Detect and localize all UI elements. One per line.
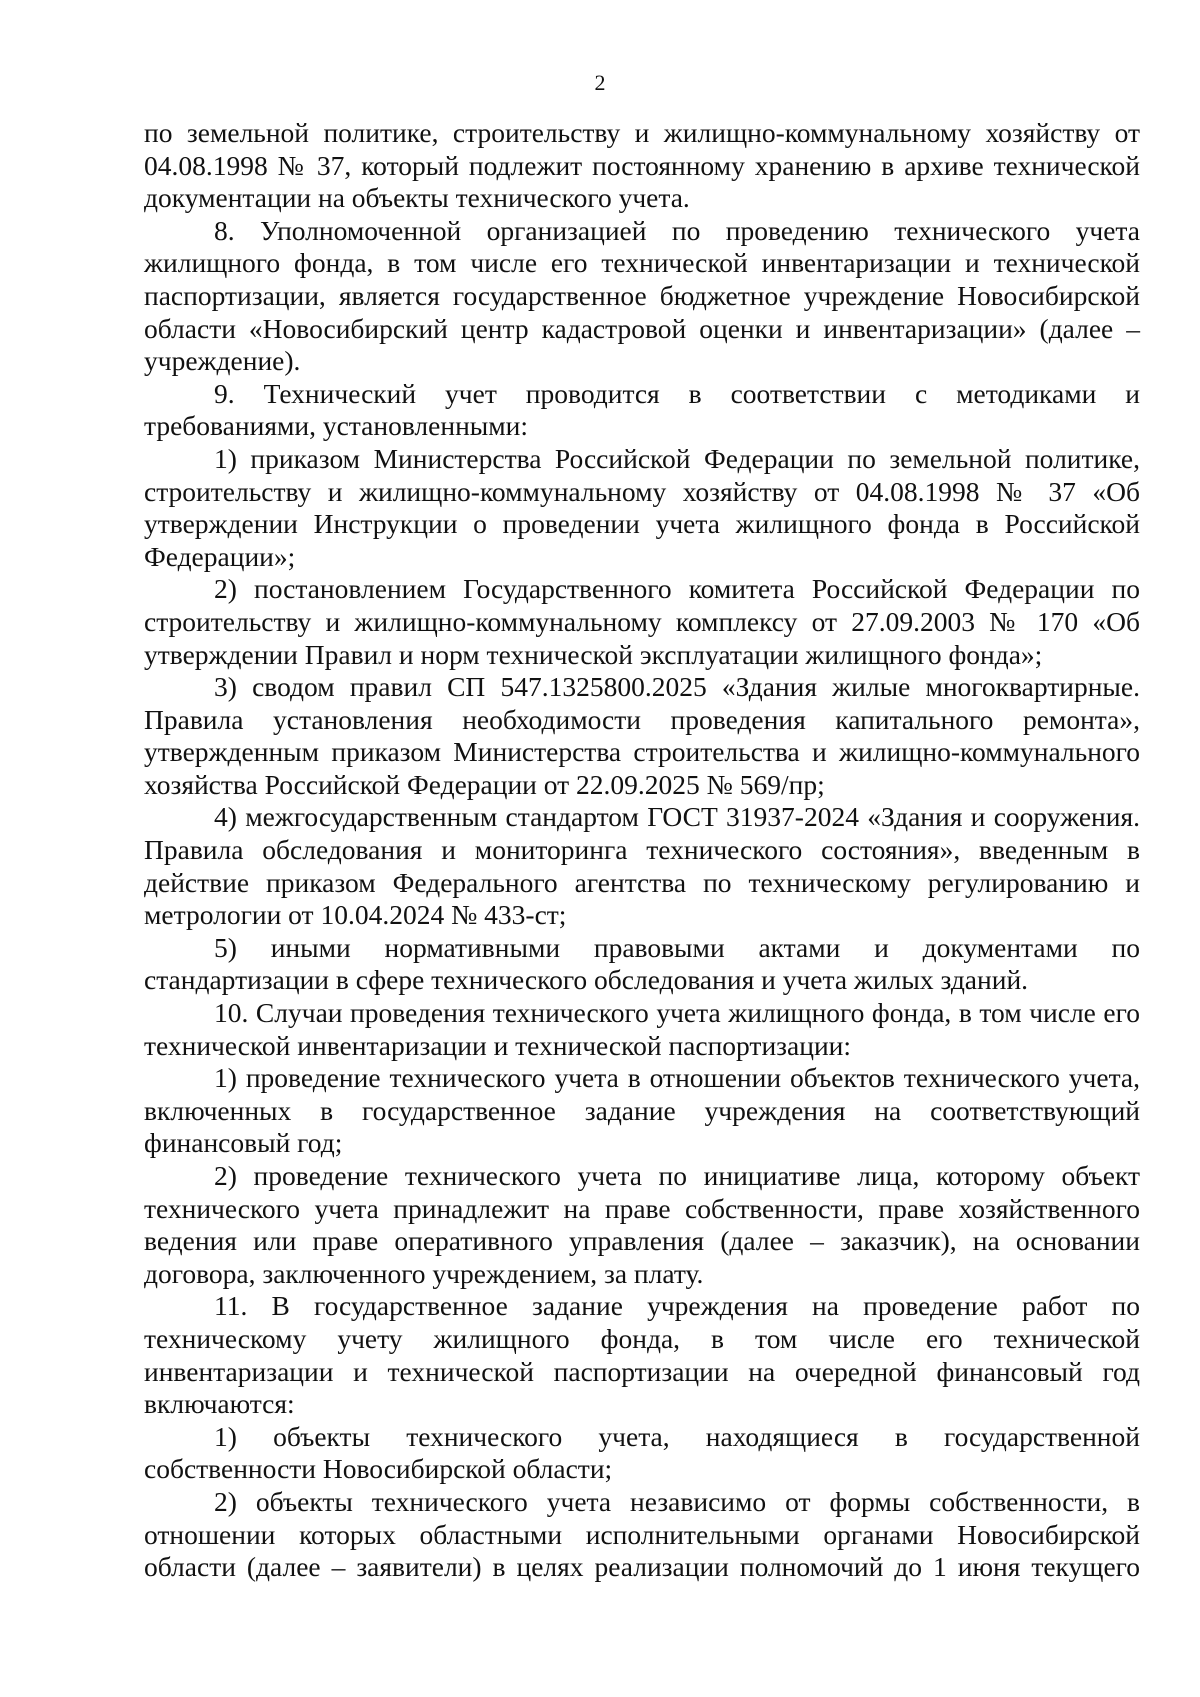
paragraph-item-9-5: 5) иными нормативными правовыми актами и документами по стандартизации в сфере технического обследования и учета жилых зданий. <box>144 931 1140 996</box>
paragraph-item-9-2: 2) постановлением Государственного комитета Российской Федерации по строительству и жилищно-коммунальному комплексу от 27.09.2003 № 170 «Об утверждении Правил и норм технической эксплуатации жилищного фонда»; <box>144 573 1140 670</box>
paragraph-item-9: 9. Технический учет проводится в соответствии с методиками и требованиями, установленными: <box>144 377 1140 442</box>
paragraph-item-8: 8. Уполномоченной организацией по проведению технического учета жилищного фонда, в том числе его технической инвентаризации и технической паспортизации, является государственное бюджетное учреждение Новосибирской области «Новосибирский центр кадастровой оценки и инвентаризации» (далее – учреждение). <box>144 214 1140 377</box>
paragraph-item-11: 11. В государственное задание учреждения на проведение работ по техническому учету жилищного фонда, в том числе его технической инвентаризации и технической паспортизации на очередной финансовый год включаются: <box>144 1290 1140 1420</box>
paragraph-item-9-1: 1) приказом Министерства Российской Федерации по земельной политике, строительству и жилищно-коммунальному хозяйству от 04.08.1998 № 37 «Об утверждении Инструкции о проведении учета жилищного фонда в Российской Федерации»; <box>144 442 1140 572</box>
page-number: 2 <box>594 70 606 95</box>
document-body <box>144 117 1140 1584</box>
paragraph-item-9-3: 3) сводом правил СП 547.1325800.2025 «Здания жилые многоквартирные. Правила установления необходимости проведения капитального ремонта», утвержденным приказом Министерства строительства и жилищно-коммунального хозяйства Российской Федерации от 22.09.2025 № 569/пр; <box>144 671 1140 800</box>
paragraph-item-11-2: 2) объекты технического учета независимо от формы собственности, в отношении которых областными исполнительными органами Новосибирской области (далее – заявители) в целях реализации полномочий до 1 июня текущего <box>144 1485 1140 1583</box>
paragraph-continuation: по земельной политике, строительству и жилищно-коммунальному хозяйству от 04.08.1998 № 37, который подлежит постоянному хранению в архиве технической документации на объекты технического учета. <box>144 117 1140 214</box>
paragraph-item-11-1: 1) объекты технического учета, находящиеся в государственной собственности Новосибирской области; <box>144 1420 1140 1485</box>
paragraph-item-10-1: 1) проведение технического учета в отношении объектов технического учета, включенных в государственное задание учреждения на соответствующий финансовый год; <box>144 1062 1140 1159</box>
paragraph-item-9-4: 4) межгосударственным стандартом ГОСТ 31937-2024 «Здания и сооружения. Правила обследования и мониторинга технического состояния», введенным в действие приказом Федерального агентства по техническому регулированию и метрологии от 10.04.2024 № 433-ст; <box>144 801 1140 931</box>
paragraph-item-10-2: 2) проведение технического учета по инициативе лица, которому объект технического учета принадлежит на праве собственности, праве хозяйственного ведения или праве оперативного управления (далее – заказчик), на основании договора, заключенного учреждением, за плату. <box>144 1160 1140 1289</box>
paragraph-item-10: 10. Случаи проведения технического учета жилищного фонда, в том числе его технической инвентаризации и технической паспортизации: <box>144 997 1140 1061</box>
